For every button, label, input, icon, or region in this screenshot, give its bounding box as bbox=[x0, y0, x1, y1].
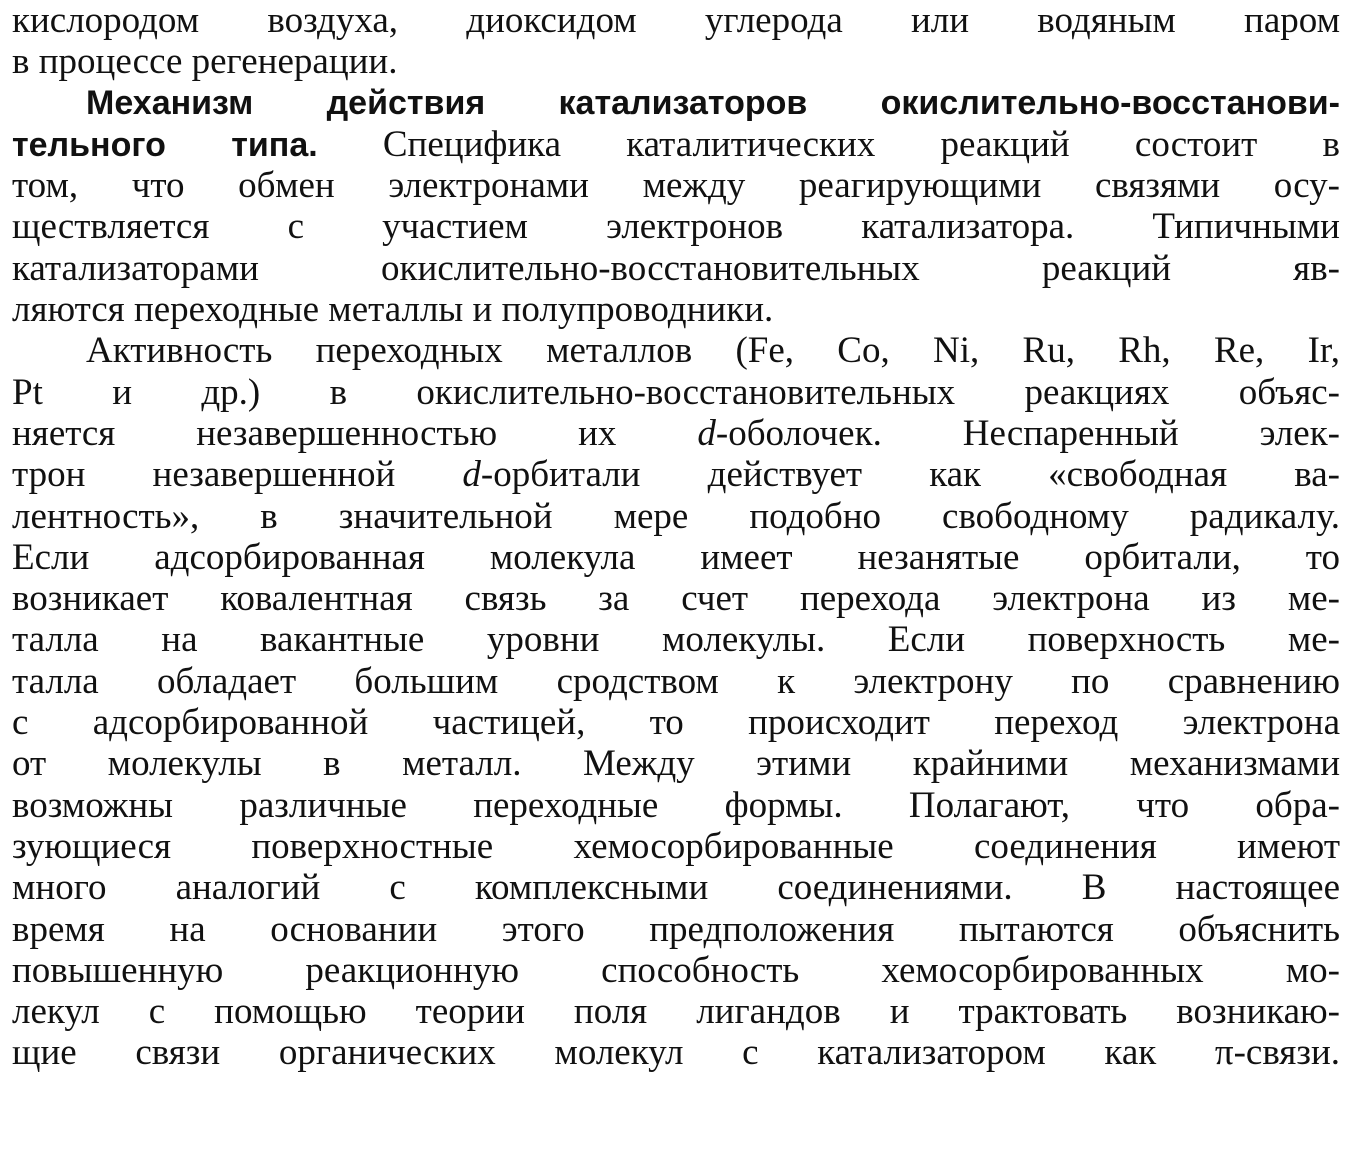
text-line: возможны различные переходные формы. Полагают, что обра- bbox=[12, 784, 1340, 826]
text-line: том, что обмен электронами между реагирующими связями осу- bbox=[12, 165, 1340, 207]
text-fragment: трон незавершенной bbox=[12, 454, 463, 496]
text-fragment: -оболочек. Неспаренный элек- bbox=[715, 412, 1340, 454]
text-line: с адсорбированной частицей, то происходит переход электрона bbox=[12, 702, 1340, 744]
text-fragment: Специфика каталитических реакций состоит в bbox=[317, 123, 1340, 165]
paragraph-activity bbox=[12, 330, 1340, 1073]
text-line: в процессе регенерации. bbox=[12, 41, 398, 83]
italic-d-symbol: d bbox=[462, 454, 481, 496]
text-line: талла на вакантные уровни молекулы. Если поверхность ме- bbox=[12, 619, 1340, 661]
text-line: от молекулы в металл. Между этими крайними механизмами bbox=[12, 743, 1340, 785]
text-line: Если адсорбированная молекула имеет незанятые орбитали, то bbox=[12, 536, 1340, 578]
text-line: много аналогий с комплексными соединениями. В настоящее bbox=[12, 867, 1340, 909]
section-heading: Механизм действия катализаторов окислительно-восстанови- bbox=[86, 83, 1340, 122]
text-line bbox=[12, 124, 1340, 165]
document-page bbox=[12, 0, 1340, 1074]
paragraph-intro bbox=[12, 0, 1340, 83]
text-line: щие связи органических молекул с катализатором как π-связи. bbox=[12, 1032, 1340, 1074]
text-line: катализаторами окислительно-восстановительных реакций яв- bbox=[12, 247, 1340, 289]
text-line: лентность», в значительной мере подобно свободному радикалу. bbox=[12, 495, 1340, 537]
text-line: лекул с помощью теории поля лигандов и трактовать возникаю- bbox=[12, 991, 1340, 1033]
text-line: Pt и др.) в окислительно-восстановительных реакциях объяс- bbox=[12, 371, 1340, 413]
text-fragment: няется незавершенностью их bbox=[12, 412, 698, 454]
text-line: повышенную реакционную способность хемосорбированных мо- bbox=[12, 949, 1340, 991]
italic-d-symbol: d bbox=[697, 412, 716, 454]
section-heading-end: тельного типа. bbox=[12, 125, 318, 164]
text-line: кислородом воздуха, диоксидом углерода или водяным паром bbox=[12, 0, 1340, 41]
text-line: возникает ковалентная связь за счет перехода электрона из ме- bbox=[12, 578, 1340, 620]
text-line bbox=[12, 413, 1340, 454]
text-line: время на основании этого предположения пытаются объяснить bbox=[12, 908, 1340, 950]
text-line: талла обладает большим сродством к электрону по сравнению bbox=[12, 660, 1340, 702]
text-line: зующиеся поверхностные хемосорбированные соединения имеют bbox=[12, 825, 1340, 867]
text-line bbox=[12, 454, 1340, 495]
paragraph-mechanism bbox=[12, 83, 1340, 331]
text-line: Активность переходных металлов (Fe, Co, Ni, Ru, Rh, Re, Ir, bbox=[86, 330, 1340, 372]
text-line: ществляется с участием электронов катализатора. Типичными bbox=[12, 206, 1340, 248]
text-fragment: -орбитали действует как «свободная ва- bbox=[480, 454, 1340, 496]
text-line: ляются переходные металлы и полупроводники. bbox=[12, 289, 774, 331]
